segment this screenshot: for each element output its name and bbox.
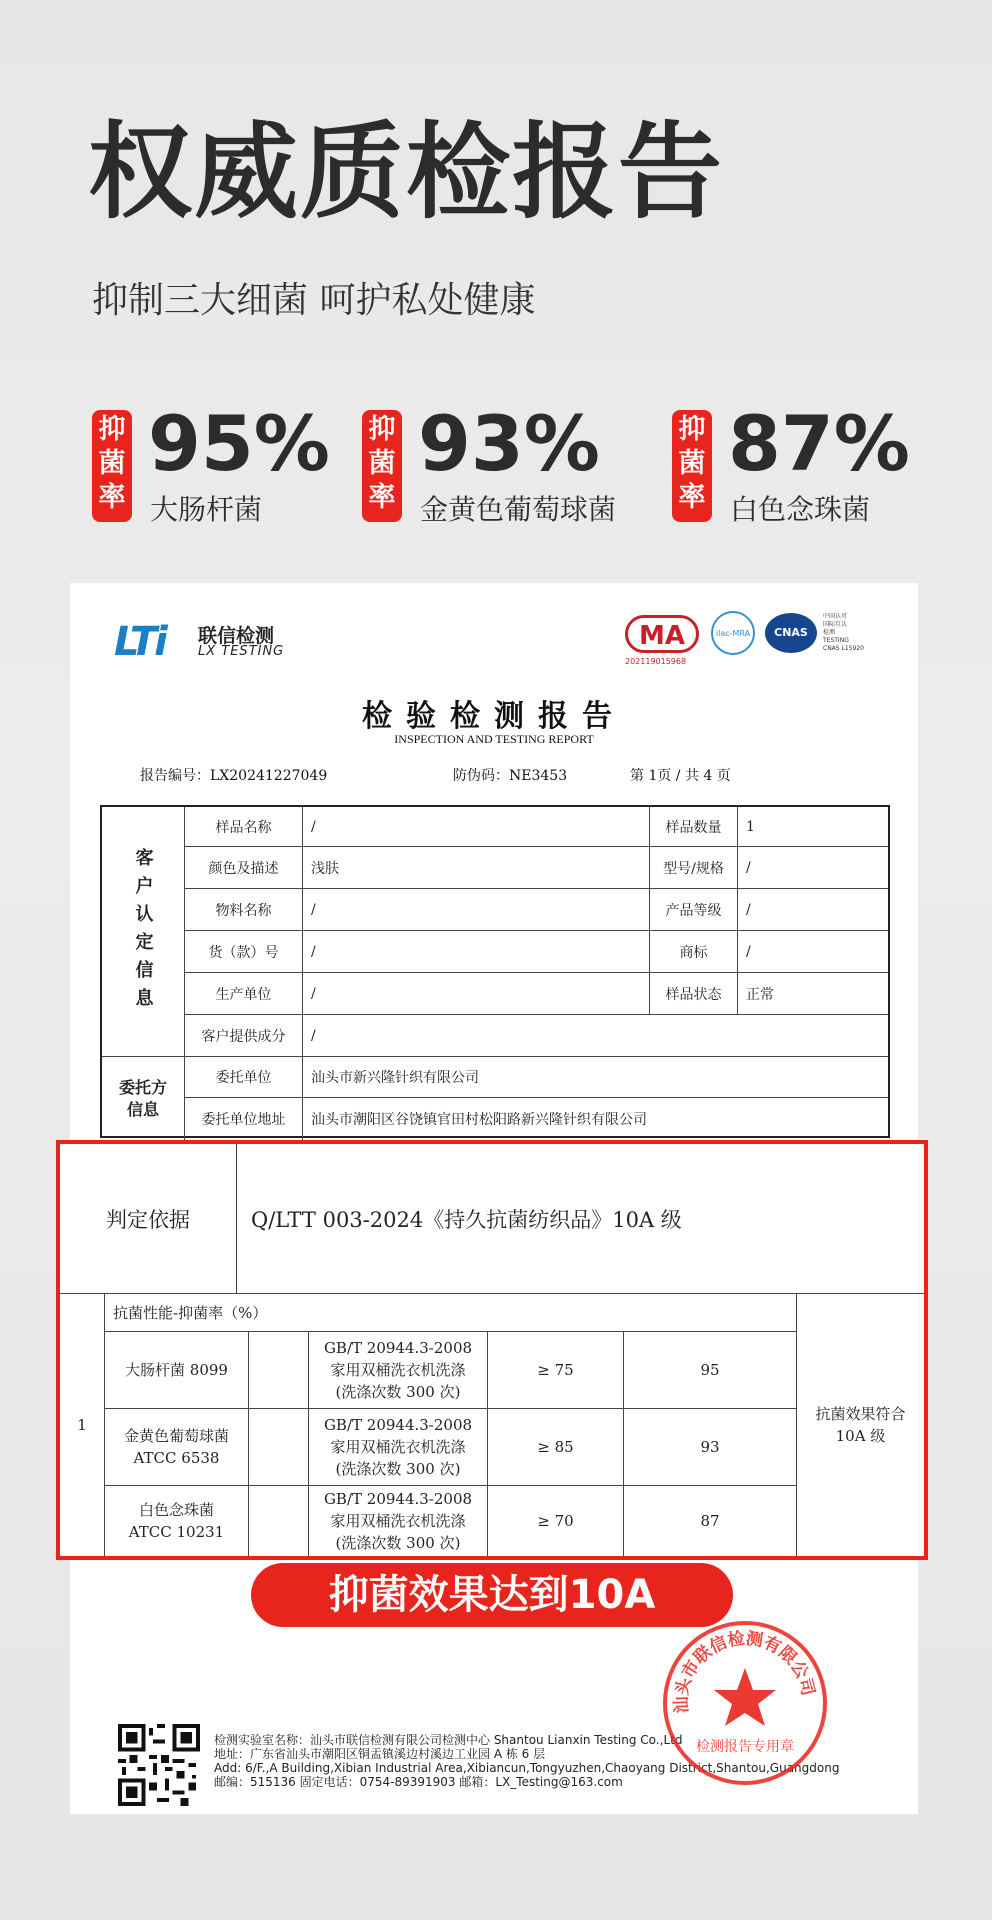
basis-label: 判定依据 [60,1144,237,1294]
test-method: GB/T 20944.3-2008 家用双桶洗衣机洗涤 (洗涤次数 300 次) [309,1332,488,1409]
table-label: 客户提供成分 [185,1015,303,1057]
result-value: 87 [624,1486,797,1556]
qr-code [118,1724,200,1806]
bacteria-name: 大肠杆菌 8099 [105,1332,249,1409]
report-title-en: INSPECTION AND TESTING REPORT [394,732,594,746]
table-label: 委托单位地址 [185,1098,303,1140]
stat-value: 95% [148,399,330,488]
blank-cell [249,1409,309,1486]
table-value: / [303,1015,888,1057]
table-label: 型号/规格 [650,847,738,889]
footer-line: 检测实验室名称：汕头市联信检测有限公司检测中心 Shantou Lianxin Testing Co.,Ltd [214,1733,683,1747]
customer-info-label: 客户认定信息 [102,807,185,1057]
cma-logo: MA [625,615,699,653]
result-banner: 抑菌效果达到10A [251,1563,733,1627]
bacteria-name: 金黄色葡萄球菌 ATCC 6538 [105,1409,249,1486]
row-index: 1 [60,1294,105,1556]
table-value: / [738,931,888,973]
table-label: 物料名称 [185,889,303,931]
svg-text:汕头市联信检测有限公司: 汕头市联信检测有限公司 [671,1628,818,1714]
table-value: / [303,973,650,1015]
table-label: 颜色及描述 [185,847,303,889]
table-value: / [303,931,650,973]
ilac-logo: ilac-MRA [711,611,755,655]
test-method: GB/T 20944.3-2008 家用双桶洗衣机洗涤 (洗涤次数 300 次) [309,1409,488,1486]
table-value: / [738,847,888,889]
table-label: 样品数量 [650,807,738,847]
table-label: 委托单位 [185,1057,303,1098]
client-info-label: 委托方信息 [102,1057,185,1140]
table-label: 样品名称 [185,807,303,847]
table-label: 样品状态 [650,973,738,1015]
table-value: 汕头市新兴隆针织有限公司 [303,1057,888,1098]
basis-value: Q/LTT 003-2024《持久抗菌纺织品》10A 级 [237,1144,924,1294]
table-value: / [303,889,650,931]
cnas-text: 中国认可 国际互认 检测 TESTING CNAS L15920 [823,613,864,652]
cma-code: 202119015968 [625,657,687,666]
stat-bacteria: 金黄色葡萄球菌 [420,493,617,526]
hero-subtitle: 抑制三大细菌 呵护私处健康 [92,280,536,321]
cnas-logo: CNAS [765,613,817,653]
table-value: / [303,807,650,847]
requirement: ≥ 85 [488,1409,624,1486]
footer-line: 邮编：515136 固定电话：0754-89391903 邮箱：LX_Testing@163.com [214,1775,623,1789]
requirement: ≥ 70 [488,1486,624,1556]
logo-cn: 联信检测 [198,625,275,647]
footer-line: 地址：广东省汕头市潮阳区铜盂镇溪边村溪边工业园 A 栋 6 层 [214,1747,546,1761]
table-label: 货（款）号 [185,931,303,973]
table-value: 汕头市潮阳区谷饶镇官田村松阳路新兴隆针织有限公司 [311,1112,647,1128]
stat-bacteria: 白色念珠菌 [730,493,871,526]
table-value: 正常 [738,973,888,1015]
footer-line: Add: 6/F.,A Building,Xibian Industrial Area,Xibiancun,Tongyuzhen,Chaoyang District,Shantou,Guangdong [214,1761,840,1775]
lx-testing-logo [114,619,285,665]
result-value: 95 [624,1332,797,1409]
report-title: 检验检测报告 [362,699,626,734]
highlight-box [56,1140,928,1560]
stat-tag: 抑 菌 率 [92,410,132,522]
page-indicator: 第 1页 / 共 4 页 [630,768,731,784]
stat-bacteria: 大肠杆菌 [150,493,263,526]
result-value: 93 [624,1409,797,1486]
svg-text:检测报告专用章: 检测报告专用章 [696,1739,794,1755]
stat-value: 93% [418,399,600,488]
report-number: 报告编号：LX20241227049 [140,768,328,784]
requirement: ≥ 75 [488,1332,624,1409]
customer-info-table [100,805,890,1138]
logo-en: LX TESTING [198,644,285,659]
conclusion: 抗菌效果符合 10A 级 [815,1405,906,1445]
certification-logos [625,611,885,671]
table-value: 1 [738,807,888,847]
table-label: 生产单位 [185,973,303,1015]
anti-fake-code: 防伪码：NE3453 [453,768,568,784]
official-stamp [660,1618,830,1788]
table-label: 产品等级 [650,889,738,931]
blank-cell [249,1486,309,1556]
perf-header: 抗菌性能-抑菌率（%） [105,1294,797,1332]
table-value: / [738,889,888,931]
table-label: 商标 [650,931,738,973]
stat-value: 87% [728,399,910,488]
hero-title: 权威质检报告 [88,111,725,233]
table-value: 浅肤 [303,847,650,889]
logo-mark: LTi [114,619,165,665]
test-method: GB/T 20944.3-2008 家用双桶洗衣机洗涤 (洗涤次数 300 次) [309,1486,488,1556]
stat-tag: 抑 菌 率 [362,410,402,522]
bacteria-name: 白色念珠菌 ATCC 10231 [105,1486,249,1556]
blank-cell [249,1332,309,1409]
stat-tag: 抑 菌 率 [672,410,712,522]
